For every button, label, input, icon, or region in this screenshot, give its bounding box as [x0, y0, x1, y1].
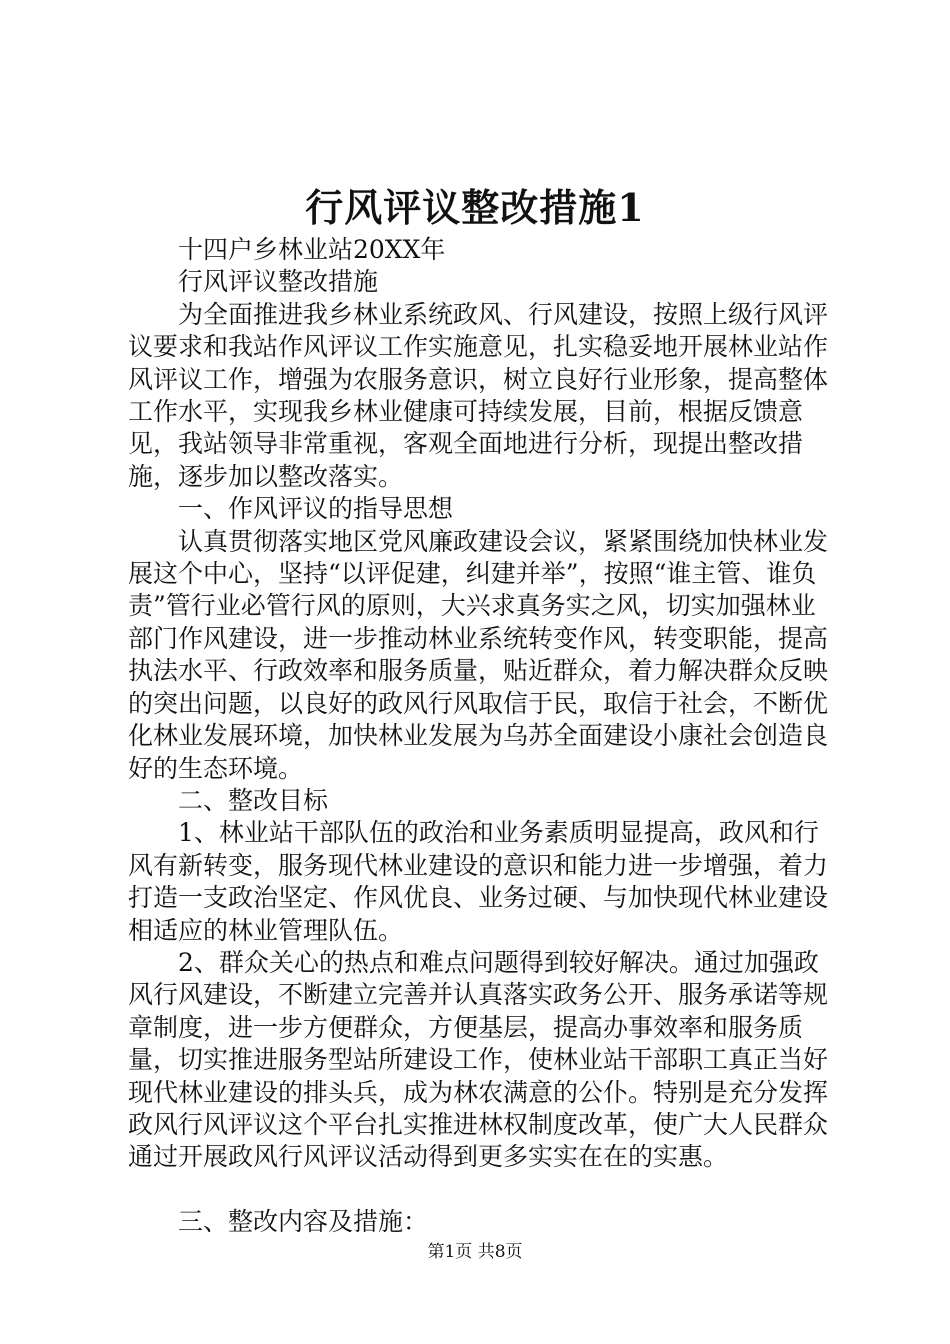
guiding-thought-paragraph: 认真贯彻落实地区党风廉政建设会议，紧紧围绕加快林业发展这个中心，坚持“以评促建，纠建并举”，按照“谁主管、谁负责”管行业必管行风的原则，大兴求真务实之风，切实加强林业部门作风建设，进一步推动林业系统转变作风，转变职能，提高执法水平、行政效率和服务质量，贴近群众，着力解决群众反映的突出问题，以良好的政风行风取信于民，取信于社会，不断优化林业发展环境，加快林业发展为乌苏全面建设小康社会创造良好的生态环境。: [128, 526, 829, 783]
subtitle-line: 行风评议整改措施: [178, 267, 379, 297]
document-title: 行风评议整改措施1: [305, 185, 645, 230]
section-heading-2: 二、整改目标: [178, 785, 329, 815]
goal-paragraph-1: 1、林业站干部队伍的政治和业务素质明显提高，政风和行风有新转变，服务现代林业建设的意识和能力进一步增强，着力打造一支政治坚定、作风优良、业务过硬、与加快现代林业建设相适应的林业管理队伍。: [128, 818, 829, 945]
document-body: [128, 234, 838, 1238]
section-heading-3: 三、整改内容及措施：: [178, 1206, 429, 1236]
goal-paragraph-2: 2、群众关心的热点和难点问题得到较好解决。通过加强政风行风建设，不断建立完善并认真落实政务公开、服务承诺等规章制度，进一步方便群众，方便基层，提高办事效率和服务质量，切实推进服务型站所建设工作，使林业站干部职工真正当好现代林业建设的排头兵，成为林农满意的公仆。特别是充分发挥政风行风评议这个平台扎实推进林权制度改革，使广大人民群众通过开展政风行风评议活动得到更多实实在在的实惠。: [128, 947, 829, 1172]
intro-paragraph: 为全面推进我乡林业系统政风、行风建设，按照上级行风评议要求和我站作风评议工作实施意见，扎实稳妥地开展林业站作风评议工作，增强为农服务意识，树立良好行业形象，提高整体工作水平，实现我乡林业健康可持续发展，目前，根据反馈意见，我站领导非常重视，客观全面地进行分析，现提出整改措施，逐步加以整改落实。: [128, 299, 829, 491]
section-heading-1: 一、作风评议的指导思想: [178, 494, 454, 524]
org-line: 十四户乡林业站20XX年: [178, 235, 446, 264]
page-footer: 第1页 共8页: [427, 1242, 523, 1262]
